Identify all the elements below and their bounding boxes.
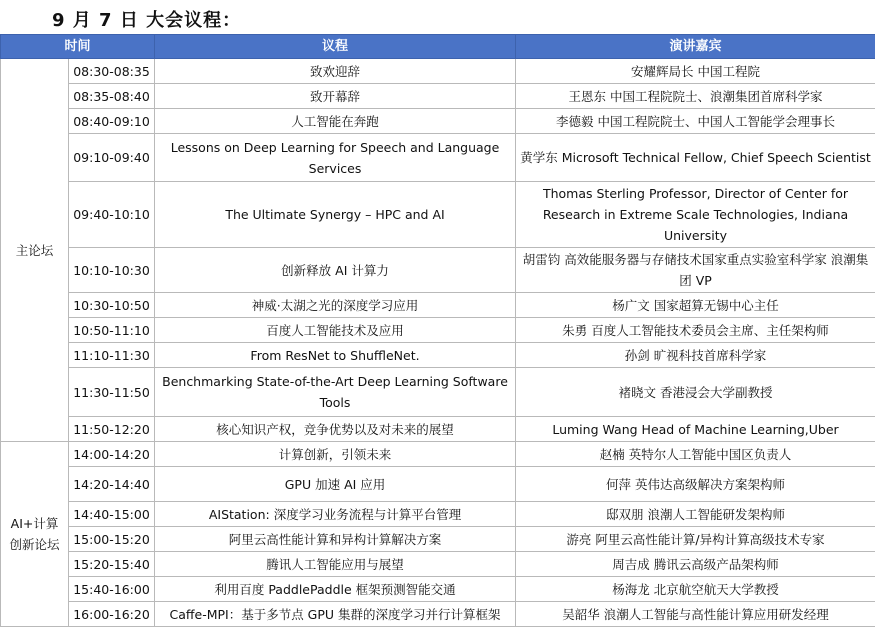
row-speaker: 黄学东 Microsoft Technical Fellow, Chief Speech Scientist	[516, 134, 875, 182]
row-time: 10:50-11:10	[69, 318, 155, 343]
session-ai-forum: AI+计算创新论坛	[1, 442, 69, 627]
row-speaker: 杨广文 国家超算无锡中心主任	[516, 293, 875, 318]
row-time: 11:10-11:30	[69, 343, 155, 368]
table-row	[1, 59, 875, 84]
row-topic: The Ultimate Synergy – HPC and AI	[155, 182, 516, 248]
row-time: 15:20-15:40	[69, 552, 155, 577]
row-topic: 利用百度 PaddlePaddle 框架预测智能交通	[155, 577, 516, 602]
row-time: 08:35-08:40	[69, 84, 155, 109]
header-time: 时间	[1, 35, 155, 59]
row-time: 14:00-14:20	[69, 442, 155, 467]
table-row	[1, 502, 875, 527]
row-speaker: 李德毅 中国工程院院士、中国人工智能学会理事长	[516, 109, 875, 134]
row-speaker: 褚晓文 香港浸会大学副教授	[516, 368, 875, 417]
row-topic: AIStation: 深度学习业务流程与计算平台管理	[155, 502, 516, 527]
row-speaker: 周吉成 腾讯云高级产品架构师	[516, 552, 875, 577]
table-row	[1, 527, 875, 552]
row-topic: 核心知识产权，竞争优势以及对未来的展望	[155, 417, 516, 442]
row-topic: Caffe-MPI：基于多节点 GPU 集群的深度学习并行计算框架	[155, 602, 516, 627]
row-time: 14:20-14:40	[69, 467, 155, 502]
row-speaker: 邸双朋 浪潮人工智能研发架构师	[516, 502, 875, 527]
row-time: 08:30-08:35	[69, 59, 155, 84]
table-row	[1, 248, 875, 293]
row-speaker: 赵楠 英特尔人工智能中国区负责人	[516, 442, 875, 467]
row-topic: 致欢迎辞	[155, 59, 516, 84]
row-time: 10:10-10:30	[69, 248, 155, 293]
row-topic: 人工智能在奔跑	[155, 109, 516, 134]
table-row	[1, 134, 875, 182]
header-speaker: 演讲嘉宾	[516, 35, 875, 59]
row-speaker: Thomas Sterling Professor, Director of Center for Research in Extreme Scale Technologies, Indiana University	[516, 182, 875, 248]
row-time: 15:40-16:00	[69, 577, 155, 602]
row-speaker: 胡雷钧 高效能服务器与存储技术国家重点实验室科学家 浪潮集团 VP	[516, 248, 875, 293]
table-row	[1, 182, 875, 248]
table-row	[1, 552, 875, 577]
row-speaker: 朱勇 百度人工智能技术委员会主席、主任架构师	[516, 318, 875, 343]
row-speaker: 吴韶华 浪潮人工智能与高性能计算应用研发经理	[516, 602, 875, 627]
table-row	[1, 417, 875, 442]
row-speaker: 杨海龙 北京航空航天大学教授	[516, 577, 875, 602]
session-main-forum: 主论坛	[1, 59, 69, 442]
table-row	[1, 109, 875, 134]
table-row	[1, 602, 875, 627]
row-topic: 创新释放 AI 计算力	[155, 248, 516, 293]
row-speaker: Luming Wang Head of Machine Learning,Uber	[516, 417, 875, 442]
table-row	[1, 293, 875, 318]
table-row	[1, 84, 875, 109]
row-time: 09:10-09:40	[69, 134, 155, 182]
row-topic: 致开幕辞	[155, 84, 516, 109]
table-row	[1, 368, 875, 417]
row-speaker: 安耀辉局长 中国工程院	[516, 59, 875, 84]
row-topic: 阿里云高性能计算和异构计算解决方案	[155, 527, 516, 552]
row-speaker: 游亮 阿里云高性能计算/异构计算高级技术专家	[516, 527, 875, 552]
row-time: 09:40-10:10	[69, 182, 155, 248]
row-time: 14:40-15:00	[69, 502, 155, 527]
row-time: 11:50-12:20	[69, 417, 155, 442]
row-time: 10:30-10:50	[69, 293, 155, 318]
row-speaker: 何萍 英伟达高级解决方案架构师	[516, 467, 875, 502]
row-topic: Lessons on Deep Learning for Speech and Language Services	[155, 134, 516, 182]
agenda-table	[0, 34, 875, 627]
row-topic: 腾讯人工智能应用与展望	[155, 552, 516, 577]
page-title: 9 月 7 日 大会议程：	[52, 10, 242, 31]
row-time: 16:00-16:20	[69, 602, 155, 627]
row-speaker: 王恩东 中国工程院院士、浪潮集团首席科学家	[516, 84, 875, 109]
table-row	[1, 442, 875, 467]
table-row	[1, 577, 875, 602]
row-time: 08:40-09:10	[69, 109, 155, 134]
row-time: 11:30-11:50	[69, 368, 155, 417]
row-topic: GPU 加速 AI 应用	[155, 467, 516, 502]
table-row	[1, 343, 875, 368]
row-speaker: 孙剑 旷视科技首席科学家	[516, 343, 875, 368]
header-agenda: 议程	[155, 35, 516, 59]
row-topic: 神威·太湖之光的深度学习应用	[155, 293, 516, 318]
row-time: 15:00-15:20	[69, 527, 155, 552]
row-topic: 计算创新，引领未来	[155, 442, 516, 467]
row-topic: 百度人工智能技术及应用	[155, 318, 516, 343]
row-topic: From ResNet to ShuffleNet.	[155, 343, 516, 368]
row-topic: Benchmarking State-of-the-Art Deep Learning Software Tools	[155, 368, 516, 417]
table-row	[1, 467, 875, 502]
table-header-row	[1, 35, 875, 59]
table-row	[1, 318, 875, 343]
